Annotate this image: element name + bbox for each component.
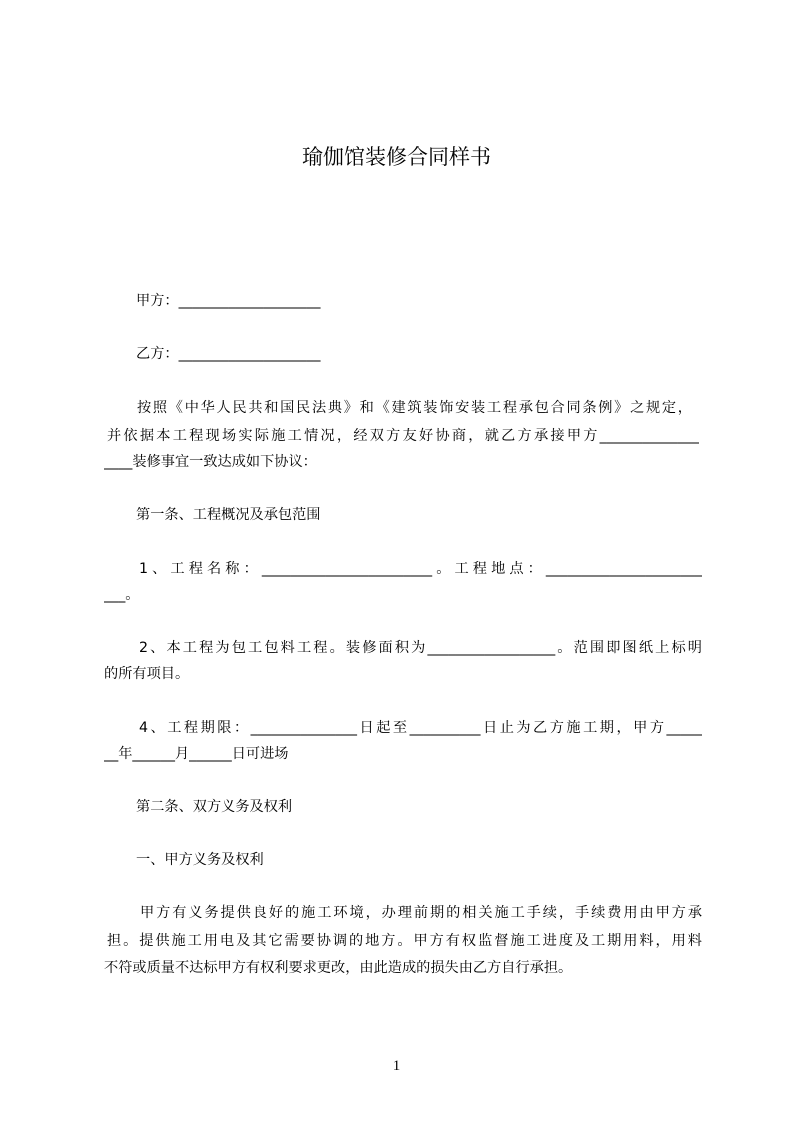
section-1-body-line-1: 甲方有义务提供良好的施工环境，办理前期的相关施工手续，手续费用由甲方承 [140, 905, 702, 921]
page-number: 1 [392, 1058, 401, 1074]
article-1-heading: 第一条、工程概况及承包范围 [136, 507, 321, 523]
section-1-body-line-3: 不符或质量不达标甲方有权利要求更改，由此造成的损失由乙方自行承担。 [104, 960, 573, 976]
item-2-line-1: 2、本工程为包工包料工程。装修面积为__________________。范围即图纸上标明 [139, 640, 702, 656]
document-title: 瑜伽馆装修合同样书 [302, 145, 491, 169]
party-b-field: 乙方：____________________ [136, 346, 321, 362]
item-2-line-2: 的所有项目。 [104, 666, 190, 682]
item-1-line-1: 1、工程名称：________________________。工程地点：______________________ [139, 561, 702, 577]
item-4-line-1: 4、工程期限：_______________日起至__________日止为乙方施工期，甲方_____ [139, 720, 702, 736]
preamble-line-3: ____装修事宜一致达成如下协议： [104, 454, 317, 470]
preamble-line-1: 按照《中华人民共和国民法典》和《建筑装饰安装工程承包合同条例》之规定， [137, 400, 692, 416]
section-1-heading: 一、甲方义务及权利 [136, 852, 264, 868]
item-4-line-2: __年______月______日可进场 [104, 746, 289, 762]
section-1-body-line-2: 担。提供施工用电及其它需要协调的地方。甲方有权监督施工进度及工期用料，用料 [107, 933, 702, 949]
item-1-line-2: ___。 [104, 587, 140, 603]
article-2-heading: 第二条、双方义务及权利 [136, 799, 293, 815]
party-a-field: 甲方：____________________ [136, 293, 321, 309]
preamble-line-2: 并依据本工程现场实际施工情况，经双方友好协商，就乙方承接甲方______________ [107, 428, 699, 444]
